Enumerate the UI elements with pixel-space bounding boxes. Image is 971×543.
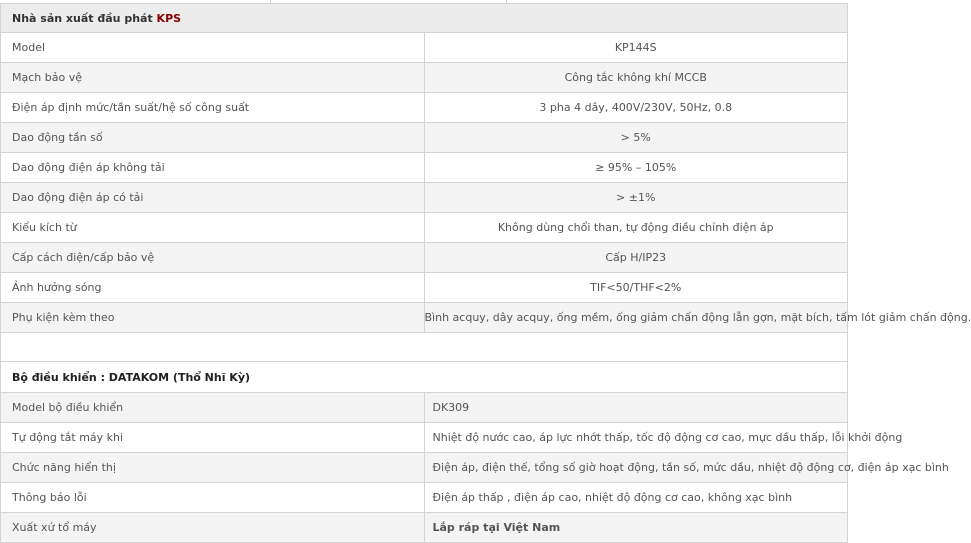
brand-name: KPS — [156, 11, 182, 25]
row-value: 3 pha 4 dây, 400V/230V, 50Hz, 0.8 — [424, 93, 848, 123]
row-value: TIF<50/THF<2% — [424, 273, 848, 303]
row-label: Dao động điện áp không tải — [1, 153, 425, 183]
table-row — [1, 123, 848, 153]
row-label: Dao động tần số — [1, 123, 425, 153]
row-label: Mạch bảo vệ — [1, 63, 425, 93]
row-value: Điện áp, điện thế, tổng số giờ hoạt động, tần số, mức dầu, nhiệt độ động cơ, điện áp xạc bình — [424, 453, 848, 483]
row-value: DK309 — [424, 393, 848, 423]
row-label: Chức năng hiển thị — [1, 453, 425, 483]
section-heading-controller: Bộ điều khiển : DATAKOM (Thổ Nhĩ Kỳ) — [1, 362, 848, 393]
row-label: Model — [1, 33, 425, 63]
section-header-row — [1, 4, 848, 33]
table-row — [1, 303, 848, 333]
row-value: KP144S — [424, 33, 848, 63]
section-header-row — [1, 362, 848, 393]
table-row — [1, 483, 848, 513]
row-value: > 5% — [424, 123, 848, 153]
table-row — [1, 213, 848, 243]
table-row — [1, 513, 848, 543]
spacer-row — [1, 333, 848, 362]
row-label: Tự động tắt máy khi — [1, 423, 425, 453]
row-label: Xuất xứ tổ máy — [1, 513, 425, 543]
table-row — [1, 273, 848, 303]
row-value: Nhiệt độ nước cao, áp lực nhớt thấp, tốc độ động cơ cao, mực dầu thấp, lỗi khởi động — [424, 423, 848, 453]
table-row — [1, 423, 848, 453]
row-value: > ±1% — [424, 183, 848, 213]
table-row — [1, 183, 848, 213]
row-label: Model bộ điều khiển — [1, 393, 425, 423]
row-label: Ảnh hưởng sóng — [1, 273, 425, 303]
row-label: Thông báo lỗi — [1, 483, 425, 513]
row-label: Điện áp định mức/tần suất/hệ số công suất — [1, 93, 425, 123]
table-row — [1, 453, 848, 483]
empty-cell — [1, 333, 848, 362]
row-label: Dao động điện áp có tải — [1, 183, 425, 213]
generator-spec-table — [0, 3, 971, 543]
table-row — [1, 93, 848, 123]
table-row — [1, 153, 848, 183]
table-row — [1, 243, 848, 273]
table-row — [1, 33, 848, 63]
row-value: Điện áp thấp , điện áp cao, nhiệt độ động cơ cao, không xạc bình — [424, 483, 848, 513]
section-heading-manufacturer: Nhà sản xuất đầu phát KPS — [1, 4, 848, 33]
row-value: Cấp H/IP23 — [424, 243, 848, 273]
table-row — [1, 393, 848, 423]
table-row — [1, 63, 848, 93]
row-value: Lắp ráp tại Việt Nam — [424, 513, 848, 543]
row-value: Bình acquy, dây acquy, ống mềm, ống giảm chấn động lẫn gợn, mặt bích, tấm lót giảm chấn động. — [424, 303, 848, 333]
row-label: Kiểu kích từ — [1, 213, 425, 243]
row-value: Công tắc không khí MCCB — [424, 63, 848, 93]
row-value: ≥ 95% – 105% — [424, 153, 848, 183]
row-value: Không dùng chổi than, tự động điều chỉnh điện áp — [424, 213, 848, 243]
row-label: Cấp cách điện/cấp bảo vệ — [1, 243, 425, 273]
row-label: Phụ kiện kèm theo — [1, 303, 425, 333]
